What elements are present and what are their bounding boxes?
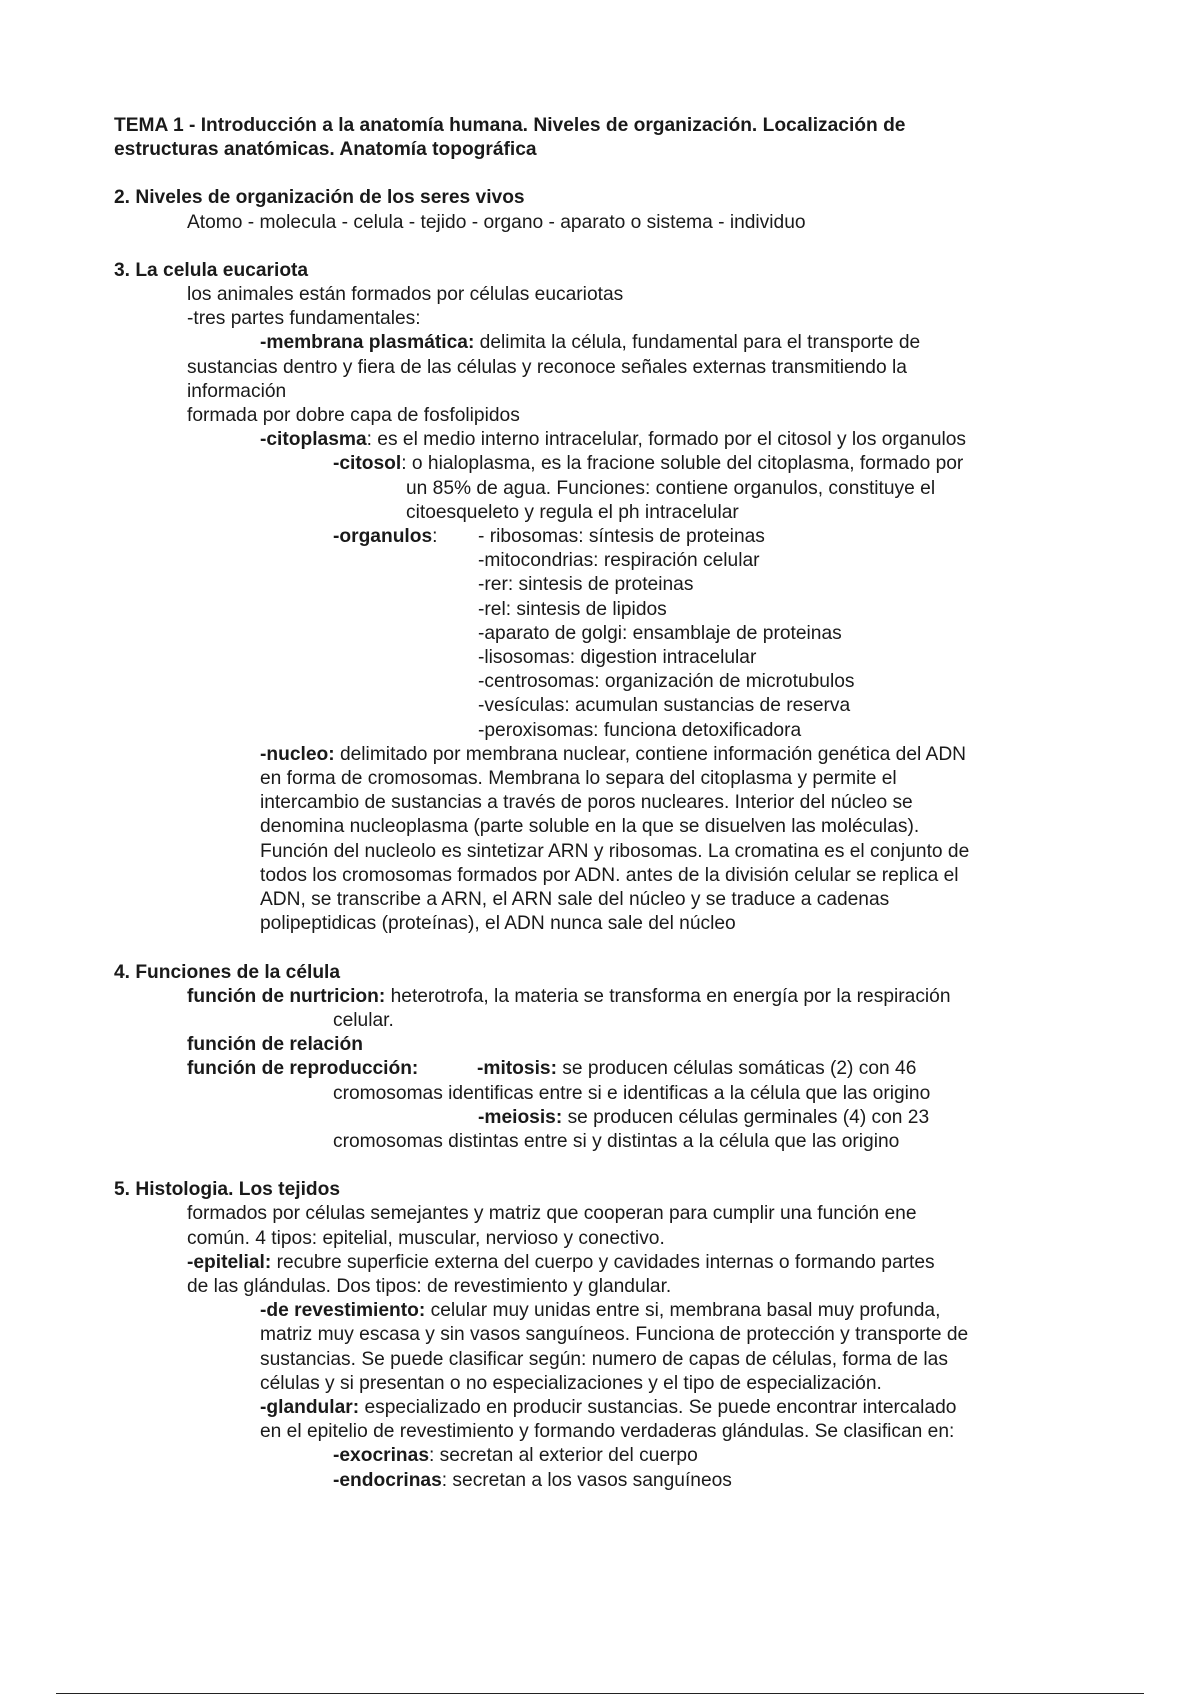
revestimiento-text: celular muy unidas entre si, membrana basal muy profunda, — [425, 1300, 941, 1322]
nucleo-line: todos los cromosomas formados por ADN. antes de la división celular se replica el — [260, 864, 959, 886]
nucleo-text: delimitado por membrana nuclear, contiene información genética del ADN — [334, 743, 967, 765]
exocrinas-line — [114, 1444, 1104, 1468]
section-3-intro: los animales están formados por células eucariotas — [187, 284, 624, 306]
meiosis-line-2: cromosomas distintas entre si y distintas a la célula que las origino — [333, 1130, 900, 1152]
glandular-line-1 — [114, 1396, 1104, 1420]
list-item: -rel: sintesis de lipidos — [478, 598, 667, 620]
citosol-text: : o hialoplasma, es la fracione soluble del citoplasma, formado por — [401, 453, 964, 475]
list-item: -centrosomas: organización de microtubulos — [478, 671, 855, 693]
epitelial-line-1 — [114, 1251, 1104, 1275]
membrana-text: delimita la célula, fundamental para el transporte de — [474, 332, 921, 354]
citoplasma-line — [114, 428, 1104, 452]
nutricion-text: heterotrofa, la materia se transforma en energía por la respiración — [385, 985, 951, 1007]
meiosis-label: -meiosis: — [478, 1106, 563, 1128]
relacion-label: función de relación — [187, 1034, 363, 1056]
meiosis-text: se producen células germinales (4) con 23 — [562, 1106, 930, 1128]
section-2-heading: 2. Niveles de organización de los seres vivos — [114, 187, 525, 209]
mitosis-line-1 — [114, 1057, 1104, 1081]
list-item: -rer: sintesis de proteinas — [478, 574, 694, 596]
nucleo-line: en forma de cromosomas. Membrana lo separa del citoplasma y permite el — [260, 768, 897, 790]
organulos-colon: : — [432, 526, 438, 548]
section-2-text: Atomo - molecula - celula - tejido - organo - aparato o sistema - individuo — [187, 211, 806, 233]
section-5-intro-1: formados por células semejantes y matriz que cooperan para cumplir una función ene — [187, 1203, 917, 1225]
nucleo-label: -nucleo: — [260, 743, 335, 765]
nucleo-line: intercambio de sustancias a través de poros nucleares. Interior del núcleo se — [260, 792, 913, 814]
membrana-line-4: formada por dobre capa de fosfolipidos — [187, 405, 520, 427]
glandular-label: -glandular: — [260, 1396, 360, 1418]
citoplasma-label: -citoplasma — [260, 429, 367, 451]
nutricion-line-2: celular. — [333, 1009, 394, 1031]
membrana-line-3: información — [187, 380, 287, 402]
membrana-line-1 — [114, 331, 1104, 355]
nucleo-line-1 — [114, 743, 1104, 767]
section-3 — [114, 259, 1104, 937]
document-page — [114, 114, 1104, 1493]
section-5-intro-2: común. 4 tipos: epitelial, muscular, nervioso y conectivo. — [187, 1227, 665, 1249]
glandular-line-2: en el epitelio de revestimiento y formando verdaderas glándulas. Se clasifican en: — [260, 1421, 955, 1443]
organulos-block — [114, 525, 1104, 743]
citoplasma-text: : es el medio interno intracelular, formado por el citosol y los organulos — [366, 429, 967, 451]
membrana-label: -membrana plasmática: — [260, 332, 475, 354]
section-4-heading: 4. Funciones de la célula — [114, 961, 341, 983]
meiosis-line-1 — [114, 1106, 1104, 1130]
nutricion-line-1 — [114, 985, 1104, 1009]
nutricion-label: función de nurtricion: — [187, 985, 386, 1007]
citosol-label: -citosol — [333, 453, 402, 475]
mitosis-line-2: cromosomas identificas entre si e identificas a la célula que las origino — [333, 1082, 931, 1104]
endocrinas-label: -endocrinas — [333, 1469, 442, 1491]
citosol-line-1 — [114, 452, 1104, 476]
revestimiento-line-1 — [114, 1299, 1104, 1323]
section-4 — [114, 961, 1104, 1155]
list-item: - ribosomas: síntesis de proteinas — [478, 526, 765, 548]
section-3-heading: 3. La celula eucariota — [114, 259, 309, 281]
list-item: -vesículas: acumulan sustancias de reserva — [478, 695, 851, 717]
nucleo-line: ADN, se transcribe a ARN, el ARN sale del núcleo y se traduce a cadenas — [260, 889, 890, 911]
citosol-line-3: citoesqueleto y regula el ph intracelular — [406, 501, 739, 523]
organulos-list — [478, 525, 854, 743]
epitelial-text: recubre superficie externa del cuerpo y cavidades internas o formando partes — [271, 1251, 935, 1273]
mitosis-label: -mitosis: — [477, 1058, 557, 1080]
exocrinas-label: -exocrinas — [333, 1445, 429, 1467]
endocrinas-line — [114, 1469, 1104, 1493]
endocrinas-text: : secretan a los vasos sanguíneos — [441, 1469, 732, 1491]
document-title — [114, 114, 1104, 162]
citosol-line-2: un 85% de agua. Funciones: contiene organulos, constituye el — [406, 477, 936, 499]
section-5-heading: 5. Histologia. Los tejidos — [114, 1179, 341, 1201]
list-item: -peroxisomas: funciona detoxificadora — [478, 719, 802, 741]
section-3-parts: -tres partes fundamentales: — [187, 308, 421, 330]
list-item: -aparato de golgi: ensamblaje de proteinas — [478, 622, 842, 644]
organulos-label-wrap — [333, 525, 478, 743]
revestimiento-label: -de revestimiento: — [260, 1300, 426, 1322]
list-item: -lisosomas: digestion intracelular — [478, 647, 757, 669]
title-line-2: estructuras anatómicas. Anatomía topográfica — [114, 139, 537, 161]
reproduccion-label: función de reproducción: — [187, 1058, 419, 1080]
epitelial-line-2: de las glándulas. Dos tipos: de revestimiento y glandular. — [187, 1275, 672, 1297]
relacion-line — [114, 1033, 1104, 1057]
section-5 — [114, 1178, 1104, 1493]
section-2 — [114, 186, 1104, 234]
page-bottom-rule — [56, 1693, 1144, 1694]
epitelial-label: -epitelial: — [187, 1251, 272, 1273]
membrana-line-2: sustancias dentro y fiera de las células y reconoce señales externas transmitiendo la — [187, 356, 907, 378]
nucleo-line: Función del nucleolo es sintetizar ARN y ribosomas. La cromatina es el conjunto de — [260, 840, 970, 862]
nucleo-line: polipeptidicas (proteínas), el ADN nunca sale del núcleo — [260, 913, 736, 935]
glandular-text: especializado en producir sustancias. Se puede encontrar intercalado — [359, 1396, 957, 1418]
title-line-1: TEMA 1 - Introducción a la anatomía humana. Niveles de organización. Localización de — [114, 115, 906, 136]
list-item: -mitocondrias: respiración celular — [478, 550, 760, 572]
revestimiento-line: células y si presentan o no especializaciones y el tipo de especialización. — [260, 1372, 882, 1394]
mitosis-text: se producen células somáticas (2) con 46 — [556, 1058, 917, 1080]
revestimiento-line: sustancias. Se puede clasificar según: numero de capas de células, forma de las — [260, 1348, 948, 1370]
revestimiento-line: matriz muy escasa y sin vasos sanguíneos. Funciona de protección y transporte de — [260, 1324, 969, 1346]
nucleo-line: denomina nucleoplasma (parte soluble en la que se disuelven las moléculas). — [260, 816, 920, 838]
exocrinas-text: : secretan al exterior del cuerpo — [428, 1445, 698, 1467]
organulos-label: -organulos — [333, 526, 433, 548]
